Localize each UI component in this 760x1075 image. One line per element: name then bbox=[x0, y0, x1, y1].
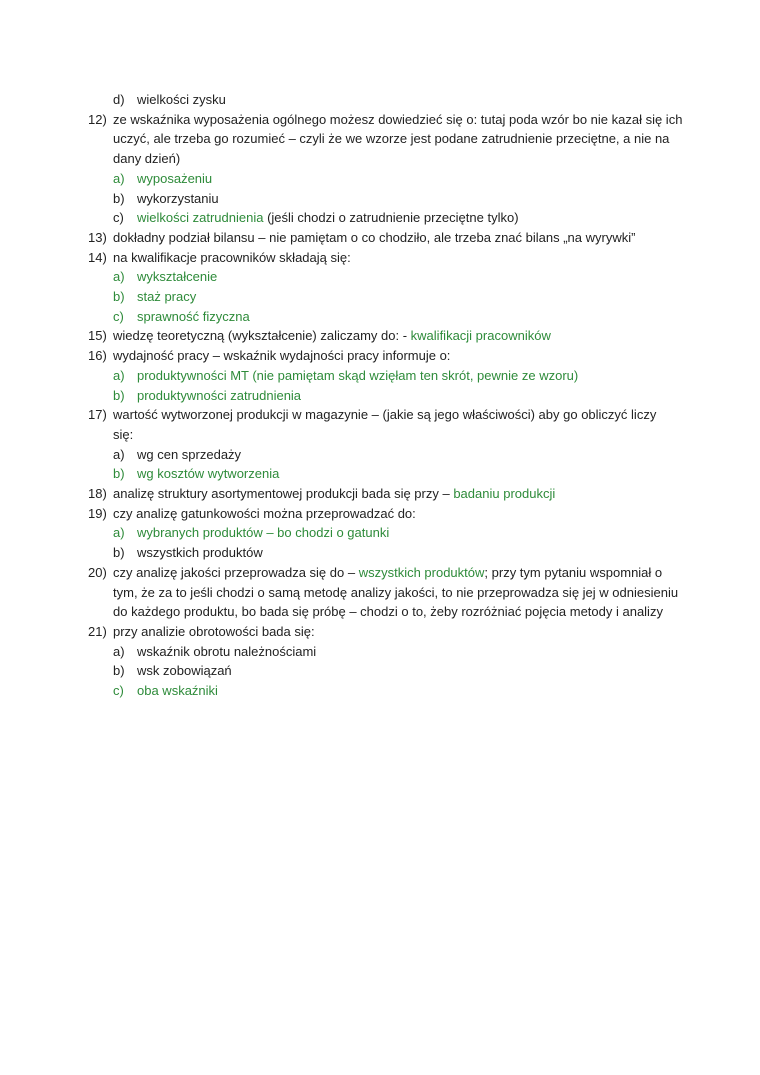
plain-text: dany dzień) bbox=[113, 151, 181, 167]
highlighted-answer-text: wykształcenie bbox=[137, 269, 218, 285]
highlighted-answer-text: produktywności MT (nie pamiętam skąd wzięłam ten skrót, pewnie ze wzoru) bbox=[137, 367, 579, 383]
line-text bbox=[137, 208, 519, 228]
line-text bbox=[113, 563, 662, 583]
question-number: 13) bbox=[88, 229, 107, 245]
line-text bbox=[113, 425, 133, 445]
option-label: a) bbox=[113, 525, 125, 541]
plain-text: wiedzę teoretyczną (wykształcenie) zaliczamy do: - bbox=[113, 328, 411, 344]
line-text bbox=[137, 267, 217, 287]
plain-text: dokładny podział bilansu – nie pamiętam o co chodziło, ale trzeba znać bilans „na wyrywki” bbox=[113, 229, 636, 245]
plain-text: wydajność pracy – wskaźnik wydajności pracy informuje o: bbox=[113, 348, 451, 364]
question-number: 15) bbox=[88, 328, 107, 344]
option-label: b) bbox=[113, 289, 125, 304]
plain-text: ze wskaźnika wyposażenia ogólnego możesz dowiedzieć się o: tutaj poda wzór bo nie kazał się ich bbox=[113, 111, 683, 127]
line-text bbox=[113, 110, 682, 130]
line-text bbox=[137, 386, 301, 406]
option-label: b) bbox=[113, 190, 125, 206]
plain-text: tym, że za to jeśli chodzi o samą metodę analizy jakości, to nie przeprowadza się jej w odniesieniu bbox=[113, 584, 679, 600]
plain-text: wartość wytworzonej produkcji w magazynie – (jakie są jego właściwości) aby go obliczyć liczy bbox=[113, 407, 657, 423]
question-number: 19) bbox=[88, 505, 107, 521]
plain-text: się: bbox=[113, 426, 134, 442]
option-label: a) bbox=[113, 269, 125, 285]
option-label: a) bbox=[113, 367, 125, 383]
question-number: 12) bbox=[88, 111, 107, 127]
line-text bbox=[137, 661, 232, 681]
plain-text: (jeśli chodzi o zatrudnienie przeciętne tylko) bbox=[263, 210, 519, 226]
plain-text: czy analizę gatunkowości można przeprowadzać do: bbox=[113, 505, 416, 521]
highlighted-answer-text: oba wskaźniki bbox=[137, 683, 218, 698]
line-text bbox=[137, 366, 578, 386]
plain-text: uczyć, ale trzeba go rozumieć – czyli że we wzorze jest podane zatrudnienie przeciętne, a nie na bbox=[113, 131, 670, 147]
line-text bbox=[113, 405, 656, 425]
line-text bbox=[137, 307, 250, 327]
plain-text: wskaźnik obrotu należnościami bbox=[137, 643, 317, 659]
line-text bbox=[137, 642, 316, 662]
option-label: a) bbox=[113, 446, 125, 462]
line-text bbox=[113, 129, 669, 149]
highlighted-answer-text: badaniu produkcji bbox=[453, 486, 556, 501]
question-number: 21) bbox=[88, 623, 107, 639]
plain-text: przy analizie obrotowości bada się: bbox=[113, 623, 315, 639]
plain-text: do każdego produktu, bo bada się próbę – chodzi o to, żeby rozróżniać pojęcia metody i analizy bbox=[113, 604, 663, 620]
option-label: c) bbox=[113, 308, 124, 324]
highlighted-answer-text: wybranych produktów – bo chodzi o gatunki bbox=[137, 525, 390, 541]
option-label: c) bbox=[113, 683, 124, 698]
line-text bbox=[137, 287, 196, 307]
line-text bbox=[113, 248, 351, 268]
question-number: 16) bbox=[88, 348, 107, 364]
line-text bbox=[113, 504, 416, 524]
highlighted-answer-text: wszystkich produktów bbox=[358, 564, 485, 580]
highlighted-answer-text: kwalifikacji pracowników bbox=[410, 328, 551, 344]
line-text bbox=[137, 523, 389, 543]
highlighted-answer-text: staż pracy bbox=[137, 289, 197, 304]
plain-text: wg cen sprzedaży bbox=[137, 446, 242, 462]
line-text bbox=[113, 346, 450, 366]
line-text bbox=[137, 90, 226, 110]
question-number: 20) bbox=[88, 564, 107, 580]
highlighted-answer-text: produktywności zatrudnienia bbox=[137, 387, 302, 403]
option-label: b) bbox=[113, 663, 125, 679]
option-label: a) bbox=[113, 170, 125, 186]
line-text bbox=[137, 189, 219, 209]
option-label: b) bbox=[113, 466, 125, 482]
line-text bbox=[137, 543, 263, 563]
highlighted-answer-text: wg kosztów wytworzenia bbox=[137, 466, 280, 482]
option-label: b) bbox=[113, 545, 125, 561]
line-text bbox=[137, 464, 279, 484]
plain-text: wykorzystaniu bbox=[137, 190, 219, 206]
option-label: a) bbox=[113, 643, 125, 659]
plain-text: czy analizę jakości przeprowadza się do – bbox=[113, 564, 359, 580]
line-text bbox=[113, 149, 180, 169]
highlighted-answer-text: wyposażeniu bbox=[137, 170, 213, 186]
plain-text: wsk zobowiązań bbox=[137, 663, 232, 679]
plain-text: na kwalifikacje pracowników składają się: bbox=[113, 249, 351, 265]
line-text bbox=[137, 169, 212, 189]
option-label: d) bbox=[113, 92, 125, 107]
option-label: b) bbox=[113, 387, 125, 403]
line-text bbox=[113, 228, 635, 248]
line-text bbox=[113, 484, 555, 504]
line-text bbox=[113, 622, 315, 642]
line-text bbox=[113, 602, 663, 622]
line-text bbox=[113, 326, 551, 346]
line-text bbox=[113, 583, 678, 603]
plain-text: wielkości zysku bbox=[137, 92, 226, 107]
plain-text: ; przy tym pytaniu wspomniał o bbox=[484, 564, 663, 580]
plain-text: wszystkich produktów bbox=[137, 545, 263, 561]
line-text bbox=[137, 445, 241, 465]
question-number: 18) bbox=[88, 486, 107, 501]
line-text bbox=[137, 681, 218, 701]
plain-text: analizę struktury asortymentowej produkcji bada się przy – bbox=[113, 486, 454, 501]
question-number: 17) bbox=[88, 407, 107, 423]
option-label: c) bbox=[113, 210, 124, 226]
highlighted-answer-text: wielkości zatrudnienia bbox=[137, 210, 264, 226]
question-number: 14) bbox=[88, 249, 107, 265]
highlighted-answer-text: sprawność fizyczna bbox=[137, 308, 250, 324]
